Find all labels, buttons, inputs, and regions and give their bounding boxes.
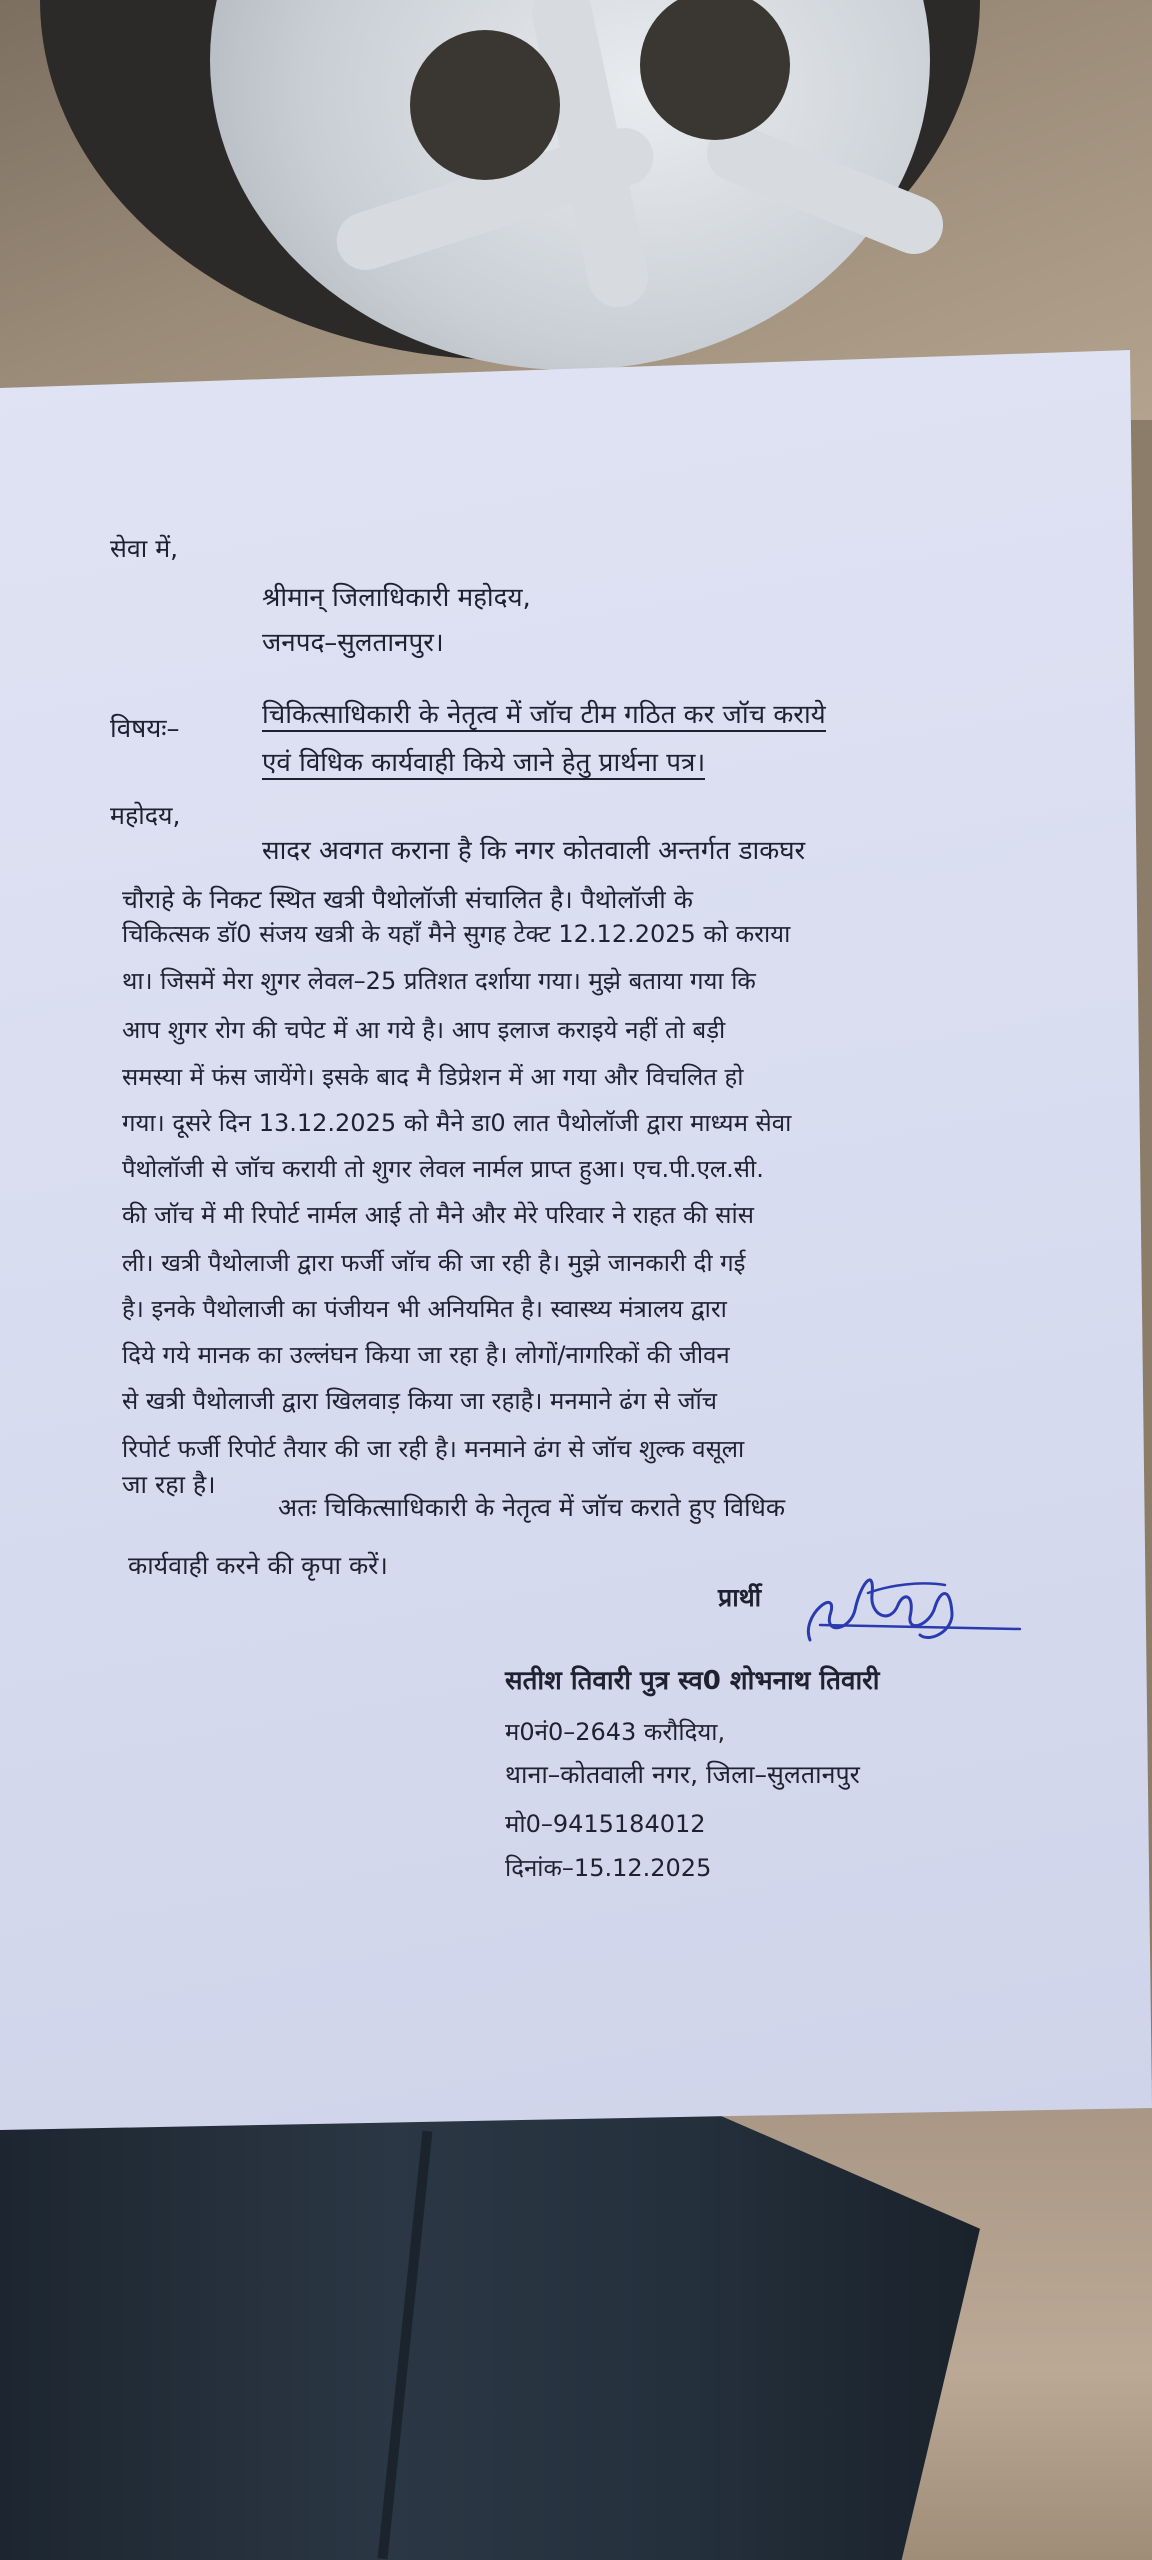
body-line: आप शुगर रोग की चपेट में आ गये है। आप इलाज कराइये नहीं तो बड़ी (122, 1016, 726, 1044)
applicant-label: प्रार्थी (718, 1583, 762, 1612)
wheel-hub-gap (410, 30, 560, 180)
body-line: सादर अवगत कराना है कि नगर कोतवाली अन्तर्गत डाकघर (262, 836, 806, 866)
body-line: रिपोर्ट फर्जी रिपोर्ट तैयार की जा रही है। मनमाने ढंग से जॉच शुल्क वसूला (122, 1435, 745, 1463)
body-line: पैथोलॉजी से जॉच करायी तो शुगर लेवल नार्मल प्राप्त हुआ। एच.पी.एल.सी. (122, 1155, 764, 1183)
sender-address-1: म0नं0–2643 करौदिया, (505, 1718, 726, 1746)
body-line: समस्या में फंस जायेंगे। इसके बाद मै डिप्रेशन में आ गया और विचलित हो (122, 1063, 744, 1091)
body-line: की जॉच में मी रिपोर्ट नार्मल आई तो मैने और मेरे परिवार ने राहत की सांस (122, 1201, 754, 1229)
body-line: गया। दूसरे दिन 13.12.2025 को मैने डा0 लात पैथोलॉजी द्वारा माध्यम सेवा (122, 1109, 792, 1137)
body-line: चौराहे के निकट स्थित खत्री पैथोलॉजी संचालित है। पैथोलॉजी के (122, 885, 693, 914)
handwritten-signature (780, 1555, 1030, 1665)
jeans-leg (0, 2100, 980, 2560)
sender-mobile: मो0–9415184012 (505, 1810, 706, 1838)
subject-line-2: एवं विधिक कार्यवाही किये जाने हेतु प्रार्थना पत्र। (262, 748, 706, 778)
body-line: ली। खत्री पैथोलाजी द्वारा फर्जी जॉच की जा रही है। मुझे जानकारी दी गई (122, 1249, 746, 1277)
recipient-line-2: जनपद–सुलतानपुर। (262, 628, 444, 658)
body-line: चिकित्सक डॉ0 संजय खत्री के यहाँ मैने सुगह टेक्ट 12.12.2025 को कराया (122, 920, 791, 948)
letter-date: दिनांक–15.12.2025 (505, 1854, 712, 1882)
subject-label: विषयः– (110, 714, 180, 744)
closing-line-1: अतः चिकित्साधिकारी के नेतृत्व में जॉच कराते हुए विधिक (278, 1493, 786, 1522)
body-line: जा रहा है। (122, 1470, 216, 1499)
subject-line-1: चिकित्साधिकारी के नेतृत्व में जॉच टीम गठित कर जॉच कराये (262, 700, 826, 730)
body-line: से खत्री पैथोलाजी द्वारा खिलवाड़ किया जा रहाहै। मनमाने ढंग से जॉच (122, 1387, 717, 1415)
recipient-line-1: श्रीमान् जिलाधिकारी महोदय, (262, 583, 531, 613)
greeting: महोदय, (110, 801, 181, 830)
sender-name: सतीश तिवारी पुत्र स्व0 शोभनाथ तिवारी (505, 1666, 880, 1696)
body-line: दिये गये मानक का उल्लंघन किया जा रहा है। लोगों/नागरिकों की जीवन (122, 1341, 730, 1369)
sender-address-2: थाना–कोतवाली नगर, जिला–सुलतानपुर (505, 1760, 860, 1789)
closing-line-2: कार्यवाही करने की कृपा करें। (128, 1551, 388, 1580)
body-line: है। इनके पैथोलाजी का पंजीयन भी अनियमित है। स्वास्थ्य मंत्रालय द्वारा (122, 1295, 727, 1323)
body-line: था। जिसमें मेरा शुगर लेवल–25 प्रतिशत दर्शाया गया। मुझे बताया गया कि (122, 967, 756, 995)
salutation-to: सेवा में, (110, 534, 179, 563)
